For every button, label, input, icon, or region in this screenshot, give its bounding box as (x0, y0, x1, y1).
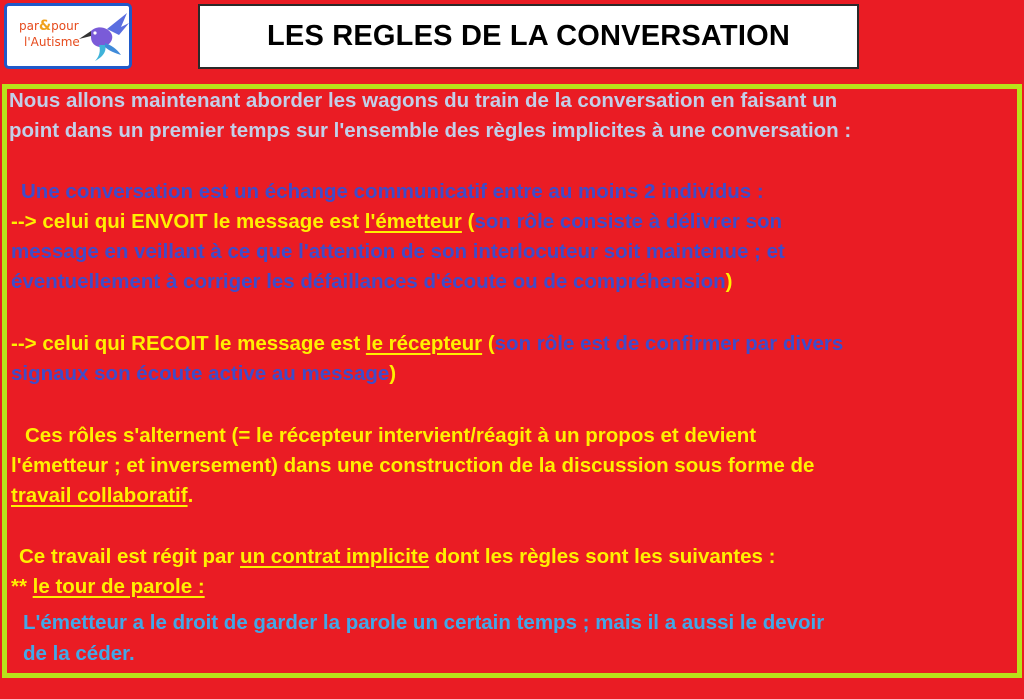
contrat-term: un contrat implicite (240, 545, 430, 568)
roles-line-2: l'émetteur ; et inversement) dans une construction de la discussion sous forme de (11, 454, 815, 477)
logo-text: par&pour (19, 18, 79, 34)
emetteur-line-2: message en veillant à ce que l'attention de son interlocuteur soit maintenue ; et (11, 240, 785, 263)
recepteur-role-2: signaux son écoute active au message (11, 362, 390, 385)
definition-line: Une conversation est un échange communicatif entre au moins 2 individus : (21, 180, 764, 203)
recepteur-line-2 (11, 362, 396, 386)
tour-line-2: de la céder. (23, 642, 135, 665)
page-title: LES REGLES DE LA CONVERSATION (266, 20, 790, 52)
tour-heading (11, 575, 205, 599)
emetteur-line-3 (11, 270, 732, 294)
contrat-line (19, 545, 775, 569)
recepteur-prefix: --> celui qui RECOIT le message est (11, 332, 366, 355)
emetteur-role-1: son rôle consiste à délivrer son (474, 210, 783, 233)
contrat-prefix: Ce travail est régit par (19, 545, 241, 568)
logo-text-line2: l'Autisme (24, 35, 80, 49)
tour-line-1: L'émetteur a le droit de garder la parole un certain temps ; mais il a aussi le devoir (23, 611, 825, 634)
emetteur-line-1 (11, 210, 782, 234)
paren-close: ) (389, 362, 397, 385)
emetteur-term: l'émetteur (364, 210, 462, 233)
recepteur-role-1: son rôle est de confirmer par divers (494, 332, 844, 355)
emetteur-prefix: --> celui qui ENVOIT le message est (11, 210, 365, 233)
roles-end: . (187, 484, 194, 507)
roles-term: travail collaboratif (11, 484, 188, 507)
contrat-suffix: dont les règles sont les suivantes : (429, 545, 776, 568)
paren-open: ( (482, 332, 495, 355)
roles-line-1: Ces rôles s'alternent (= le récepteur intervient/réagit à un propos et devient (25, 424, 757, 447)
emetteur-role-3: éventuellement à corriger les défaillances d'écoute ou de compréhension (11, 270, 726, 293)
paren-open: ( (461, 210, 475, 233)
paren-close: ) (725, 270, 733, 293)
intro-line-2: point dans un premier temps sur l'ensemble des règles implicites à une conversation : (9, 119, 852, 142)
recepteur-line-1 (11, 332, 843, 356)
recepteur-term: le récepteur (365, 332, 483, 355)
intro-line-1: Nous allons maintenant aborder les wagons du train de la conversation en faisant un (9, 89, 838, 112)
roles-line-3 (11, 484, 193, 508)
tour-term: le tour de parole : (32, 575, 205, 598)
tour-prefix: ** (11, 575, 33, 598)
